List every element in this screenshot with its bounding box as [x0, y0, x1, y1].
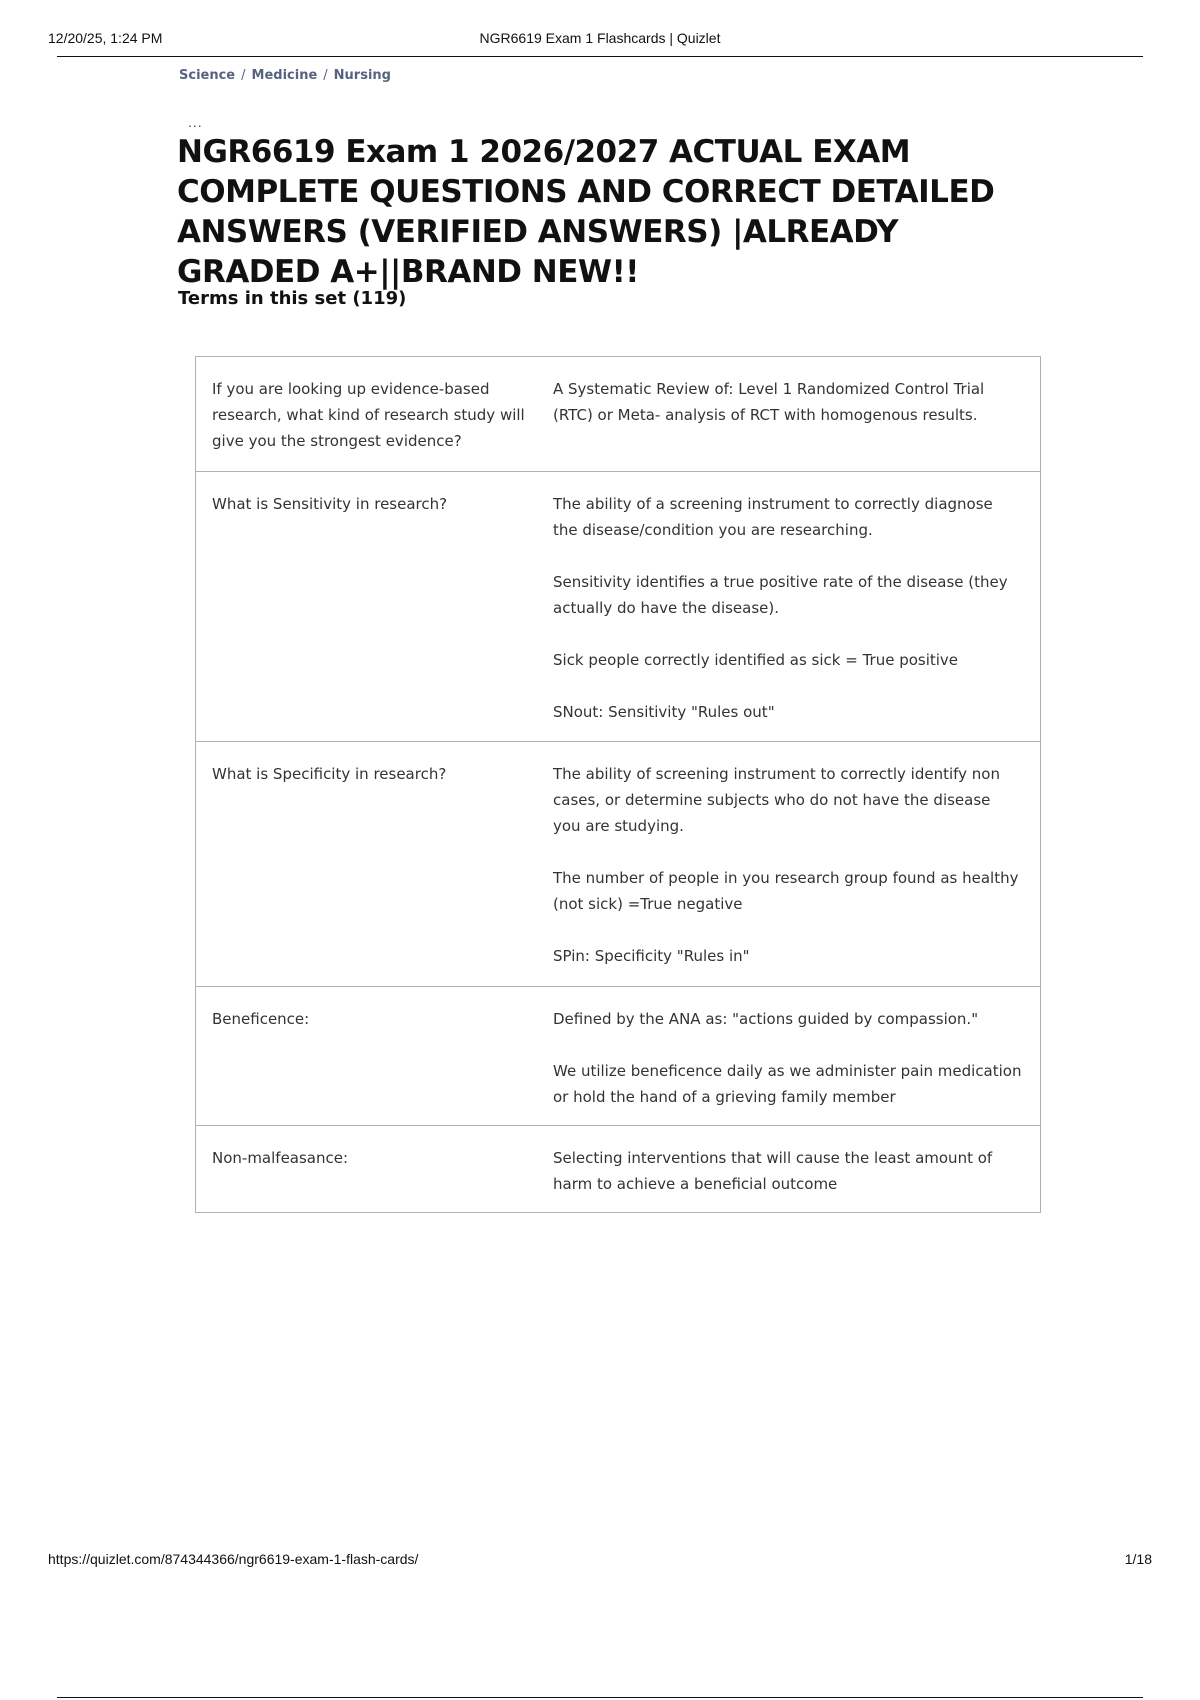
definition-paragraph: The ability of screening instrument to correctly identify non cases, or determine subjects who do not have the disease you are studying. — [553, 765, 1000, 835]
page-title: NGR6619 Exam 1 2026/2027 ACTUAL EXAM COMPLETE QUESTIONS AND CORRECT DETAILED ANSWERS (VERIFIED ANSWERS) |ALREADY GRADED A+||BRAND NEW!! — [177, 134, 995, 290]
definition-paragraph: Sick people correctly identified as sick = True positive — [553, 651, 959, 669]
bottom-divider — [57, 1697, 1143, 1698]
page-number: 1/18 — [1124, 1551, 1152, 1567]
flashcard-row — [196, 471, 1040, 741]
breadcrumb-medicine[interactable]: Medicine — [251, 68, 318, 83]
print-footer — [48, 1551, 1152, 1571]
breadcrumb — [179, 68, 391, 83]
print-document-title: NGR6619 Exam 1 Flashcards | Quizlet — [479, 30, 721, 46]
breadcrumb-separator: / — [241, 68, 246, 83]
definition-paragraph: We utilize beneficence daily as we administer pain medication or hold the hand of a grieving family member — [553, 1062, 1022, 1106]
flashcard-row — [196, 357, 1040, 471]
flashcard-row — [196, 986, 1040, 1125]
flashcard-row — [196, 1125, 1040, 1212]
terms-heading: Terms in this set (119) — [178, 288, 407, 309]
page-url: https://quizlet.com/874344366/ngr6619-exam-1-flash-cards/ — [48, 1551, 419, 1567]
card-definition — [553, 742, 1040, 986]
definition-paragraph: The ability of a screening instrument to correctly diagnose the disease/condition you are researching. — [553, 495, 993, 539]
more-options-icon[interactable]: ... — [188, 114, 203, 130]
definition-paragraph: Selecting interventions that will cause the least amount of harm to achieve a beneficial outcome — [553, 1149, 993, 1193]
card-definition — [553, 472, 1040, 741]
print-header — [48, 30, 1152, 56]
card-term: Non-malfeasance: — [212, 1149, 349, 1167]
breadcrumb-science[interactable]: Science — [179, 68, 236, 83]
definition-paragraph: The number of people in you research group found as healthy (not sick) =True negative — [553, 869, 1019, 913]
card-term: What is Sensitivity in research? — [212, 495, 448, 513]
definition-paragraph: SPin: Specificity "Rules in" — [553, 947, 750, 965]
card-term: If you are looking up evidence-based research, what kind of research study will give you the strongest evidence? — [212, 380, 525, 450]
card-definition — [553, 987, 1040, 1125]
definition-paragraph: Sensitivity identifies a true positive rate of the disease (they actually do have the disease). — [553, 573, 1008, 617]
header-divider — [57, 56, 1143, 57]
card-term: What is Specificity in research? — [212, 765, 447, 783]
flashcard-list — [195, 356, 1041, 1213]
definition-paragraph: Defined by the ANA as: "actions guided by compassion." — [553, 1010, 979, 1028]
breadcrumb-nursing[interactable]: Nursing — [333, 68, 391, 83]
card-term: Beneficence: — [212, 1010, 310, 1028]
card-definition — [553, 357, 1040, 471]
definition-paragraph: SNout: Sensitivity "Rules out" — [553, 703, 775, 721]
flashcard-row — [196, 741, 1040, 986]
breadcrumb-separator: / — [323, 68, 328, 83]
card-definition — [553, 1126, 1040, 1212]
print-datetime: 12/20/25, 1:24 PM — [48, 30, 163, 46]
definition-paragraph: A Systematic Review of: Level 1 Randomized Control Trial (RTC) or Meta- analysis of RCT with homogenous results. — [553, 380, 985, 424]
